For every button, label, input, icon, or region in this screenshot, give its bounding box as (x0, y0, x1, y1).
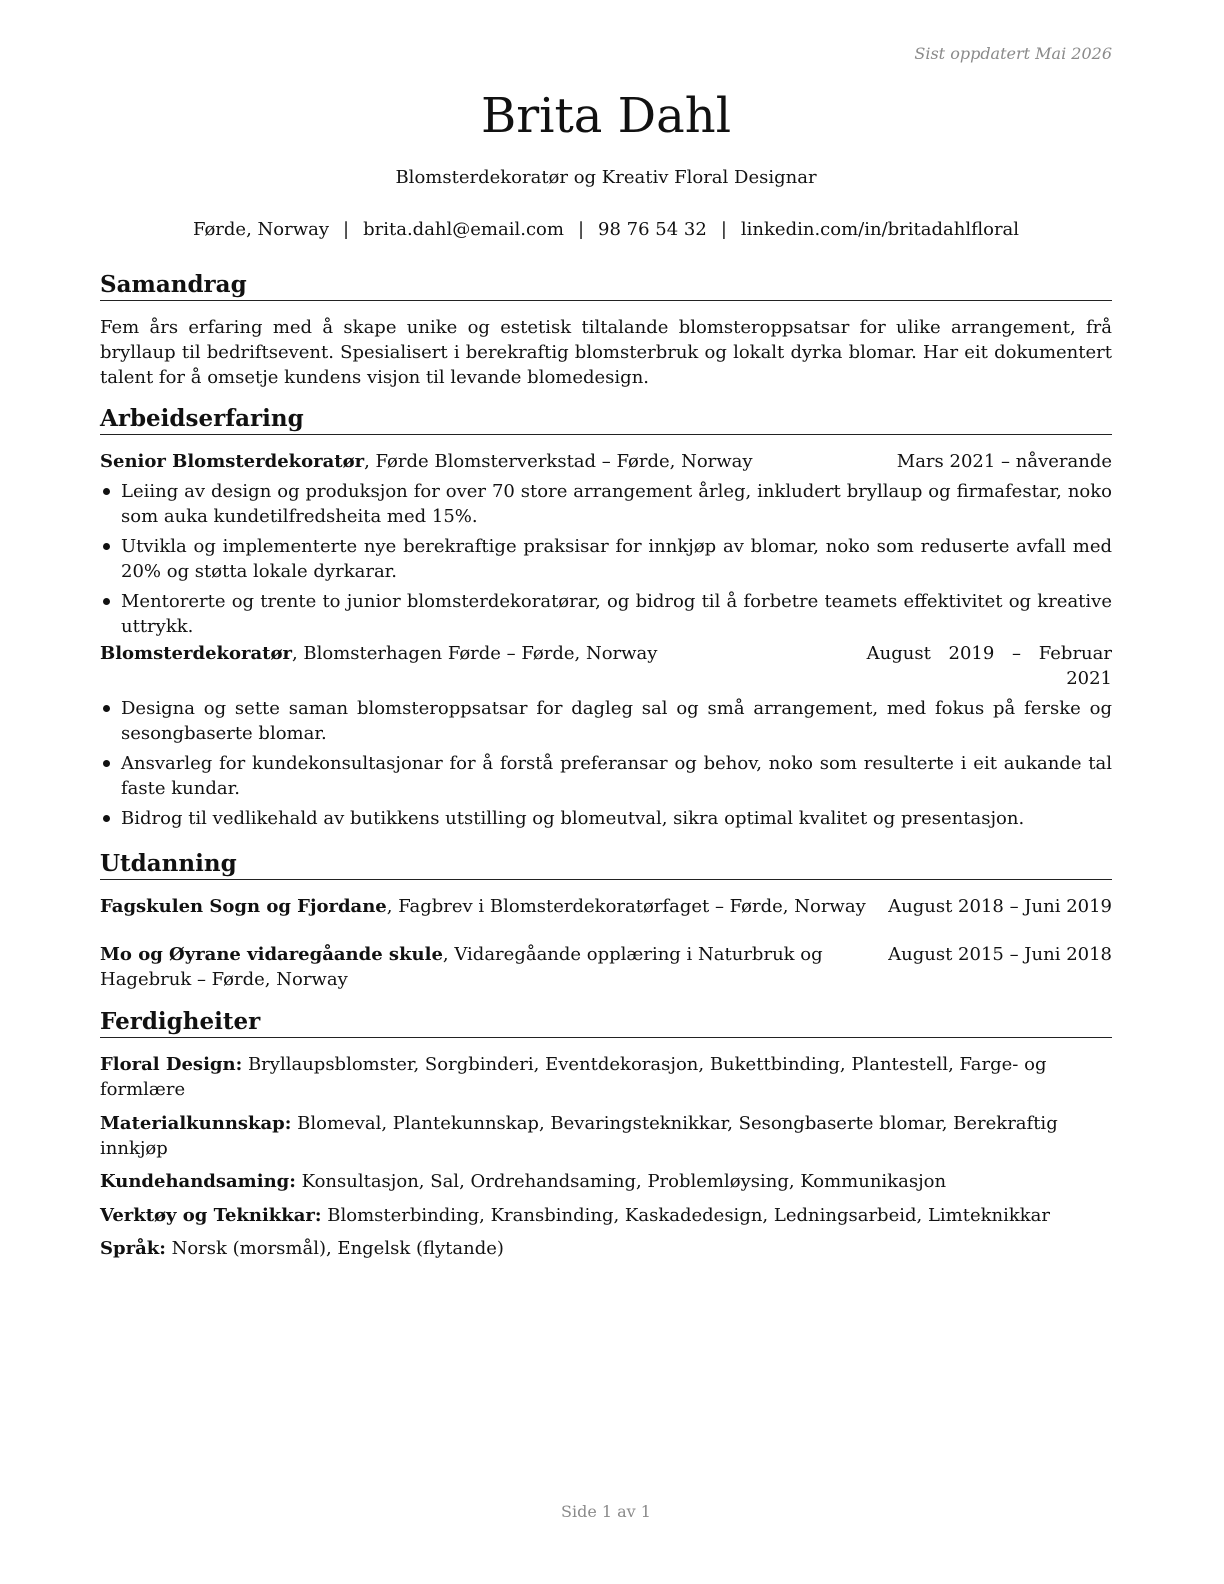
candidate-name: Brita Dahl (480, 88, 732, 144)
job-header (100, 449, 1112, 474)
job-header (100, 641, 1112, 691)
education-line (100, 894, 866, 919)
education-school: Mo og Øyrane vidaregåande skule (100, 944, 443, 965)
job-dates-line2: 2021 (1066, 668, 1112, 689)
contact-linkedin[interactable]: linkedin.com/in/britadahlfloral (740, 219, 1020, 240)
last-updated: Sist oppdatert Mai 2026 (914, 44, 1112, 63)
education-detail: , Vidaregåande opplæring i Naturbruk og Hagebruk – Førde, Norway (100, 944, 823, 990)
section-title-summary: Samandrag (100, 270, 1112, 301)
skill-value: Blomsterbinding, Kransbinding, Kaskadedesign, Ledningsarbeid, Limteknikkar (321, 1204, 1051, 1226)
job-org: , Førde Blomsterverkstad – Førde, Norway (364, 451, 753, 472)
skill-row (100, 1111, 1112, 1161)
contact-separator: | (720, 219, 727, 240)
page-number: Side 1 av 1 (561, 1502, 651, 1521)
job-dates (867, 641, 1112, 691)
list-item: Mentorerte og trente to junior blomsterdekoratørar, og bidrog til å forbetre teamets effektivitet og kreative uttrykk. (100, 589, 1112, 639)
list-item: Designa og sette saman blomsteroppsatsar for dagleg sal og små arrangement, med fokus på ferske og sesongbaserte blomar. (100, 696, 1112, 746)
list-item: Bidrog til vedlikehald av butikkens utstilling og blomeutval, sikra optimal kvalitet og presentasjon. (100, 806, 1112, 831)
contact-line (100, 219, 1112, 240)
job-dates: Mars 2021 – nåverande (896, 451, 1112, 472)
education-entry (100, 942, 1112, 992)
skill-value: Blomeval, Plantekunnskap, Bevaringsteknikkar, Sesongbaserte blomar, Berekraftig innkjøp (100, 1112, 1058, 1159)
skill-row (100, 1203, 1112, 1228)
job-role: Senior Blomsterdekoratør (100, 451, 365, 472)
education-detail: , Fagbrev i Blomsterdekoratørfaget – Førde, Norway (386, 896, 866, 917)
job-title-line (100, 641, 657, 691)
list-item: Utvikla og implementerte nye berekraftige praksisar for innkjøp av blomar, noko som reduserte avfall med 20% og støtta lokale dyrkarar. (100, 534, 1112, 584)
job-role: Blomsterdekoratør (100, 643, 292, 664)
contact-location: Førde, Norway (192, 219, 330, 240)
job-dates-line1: August 2019 – Februar (866, 643, 1112, 664)
section-title-skills: Ferdigheiter (100, 1007, 1112, 1038)
job-bullets (100, 479, 1112, 644)
skill-value: Norsk (morsmål), Engelsk (flytande) (165, 1238, 504, 1259)
contact-email[interactable]: brita.dahl@email.com (363, 219, 564, 240)
contact-separator: | (577, 219, 585, 240)
education-school: Fagskulen Sogn og Fjordane (100, 896, 387, 917)
contact-separator: | (343, 219, 350, 240)
section-title-experience: Arbeidserfaring (100, 404, 1112, 435)
skill-label: Verktøy og Teknikkar: (100, 1204, 322, 1226)
candidate-title: Blomsterdekoratør og Kreativ Floral Designar (395, 167, 817, 188)
education-dates: August 2018 – Juni 2019 (888, 896, 1112, 917)
skills-list (100, 1052, 1112, 1270)
job-org: , Blomsterhagen Førde – Førde, Norway (291, 643, 658, 664)
section-title-education: Utdanning (100, 849, 1112, 880)
list-item: Leiing av design og produksjon for over 70 store arrangement årleg, inkludert bryllaup og firmafestar, noko som auka kundetilfredsheita med 15%. (100, 479, 1112, 529)
skill-row (100, 1169, 1112, 1194)
skill-label: Materialkunnskap: (100, 1112, 292, 1134)
skill-row (100, 1236, 1112, 1261)
job-bullets (100, 696, 1112, 836)
education-line (100, 942, 880, 992)
skill-label: Språk: (100, 1238, 166, 1259)
list-item: Ansvarleg for kundekonsultasjonar for å forstå preferansar og behov, noko som resulterte i eit aukande tal faste kundar. (100, 751, 1112, 801)
skill-label: Kundehandsaming: (100, 1171, 296, 1192)
education-entry (100, 894, 1112, 919)
summary-text: Fem års erfaring med å skape unike og estetisk tiltalande blomsteroppsatsar for ulike arrangement, frå bryllaup til bedriftsevent. Spesialisert i berekraftig blomsterbruk og lokalt dyrka blomar. Har eit dokumentert talent for å omsetje kundens visjon til levande blomedesign. (100, 317, 1112, 388)
skill-value: Konsultasjon, Sal, Ordrehandsaming, Problemløysing, Kommunikasjon (295, 1171, 947, 1192)
skill-label: Floral Design: (100, 1054, 243, 1075)
job-title-line (100, 449, 753, 474)
skill-row (100, 1052, 1112, 1102)
contact-phone: 98 76 54 32 (598, 219, 707, 240)
education-dates: August 2015 – Juni 2018 (888, 944, 1112, 965)
skill-value: Bryllaupsblomster, Sorgbinderi, Eventdekorasjon, Bukettbinding, Plantestell, Farge- og formlære (100, 1054, 1047, 1100)
resume-page (100, 0, 1112, 1584)
